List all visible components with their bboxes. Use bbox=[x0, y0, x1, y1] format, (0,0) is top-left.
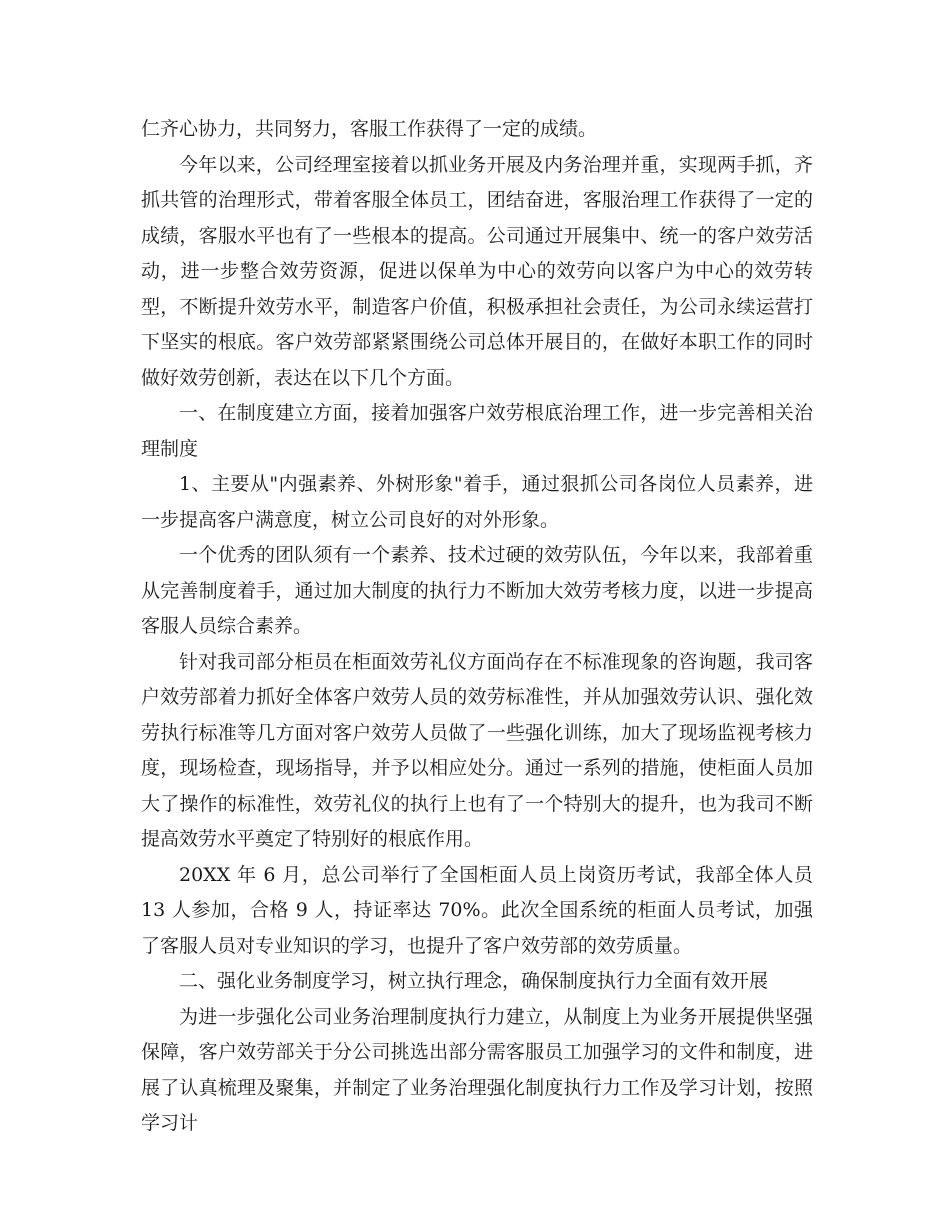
paragraph-1: 仁齐心协力，共同努力，客服工作获得了一定的成绩。 bbox=[141, 118, 598, 140]
section-heading-1: 一、在制度建立方面，接着加强客户效劳根底治理工作，进一步完善相关治理制度 bbox=[141, 402, 813, 460]
paragraph-6: 20XX 年 6 月，总公司举行了全国柜面人员上岗资历考试，我部全体人员 13 人参加，合格 9 人，持证率达 70%。此次全国系统的柜面人员考试，加强了客服人员对专业知识的学习，也提升了客户效劳部的效劳质量。 bbox=[141, 863, 813, 957]
paragraph-5: 针对我司部分柜员在柜面效劳礼仪方面尚存在不标准现象的咨询题，我司客户效劳部着力抓好全体客户效劳人员的效劳标准性，并从加强效劳认识、强化效劳执行标准等几方面对客户效劳人员做了一些强化训练，加大了现场监视考核力度，现场检查，现场指导，并予以相应处分。通过一系列的措施，使柜面人员加大了操作的标准性，效劳礼仪的执行上也有了一个特别大的提升，也为我司不断提高效劳水平奠定了特别好的根底作用。 bbox=[141, 650, 813, 850]
paragraph-7: 为进一步强化公司业务治理制度执行力建立，从制度上为业务开展提供坚强保障，客户效劳部关于分公司挑选出部分需客服员工加强学习的文件和制度，进展了认真梳理及聚集，并制定了业务治理强化制度执行力工作及学习计划，按照学习计 bbox=[141, 1005, 813, 1134]
document-page bbox=[141, 112, 813, 1142]
paragraph-4: 一个优秀的团队须有一个素养、技术过硬的效劳队伍，今年以来，我部着重从完善制度着手，通过加大制度的执行力不断加大效劳考核力度，以进一步提高客服人员综合素养。 bbox=[141, 544, 813, 637]
paragraph-3: 1、主要从"内强素养、外树形象"着手，通过狠抓公司各岗位人员素养，进一步提高客户满意度，树立公司良好的对外形象。 bbox=[141, 473, 813, 531]
section-heading-2: 二、强化业务制度学习，树立执行理念，确保制度执行力全面有效开展 bbox=[179, 970, 769, 992]
paragraph-2: 今年以来，公司经理室接着以抓业务开展及内务治理并重，实现两手抓，齐抓共管的治理形式，带着客服全体员工，团结奋进，客服治理工作获得了一定的成绩，客服水平也有了一些根本的提高。公司通过开展集中、统一的客户效劳活动，进一步整合效劳资源，促进以保单为中心的效劳向以客户为中心的效劳转型，不断提升效劳水平，制造客户价值，积极承担社会责任，为公司永续运营打下坚实的根底。客户效劳部紧紧围绕公司总体开展目的，在做好本职工作的同时做好效劳创新，表达在以下几个方面。 bbox=[141, 153, 813, 389]
